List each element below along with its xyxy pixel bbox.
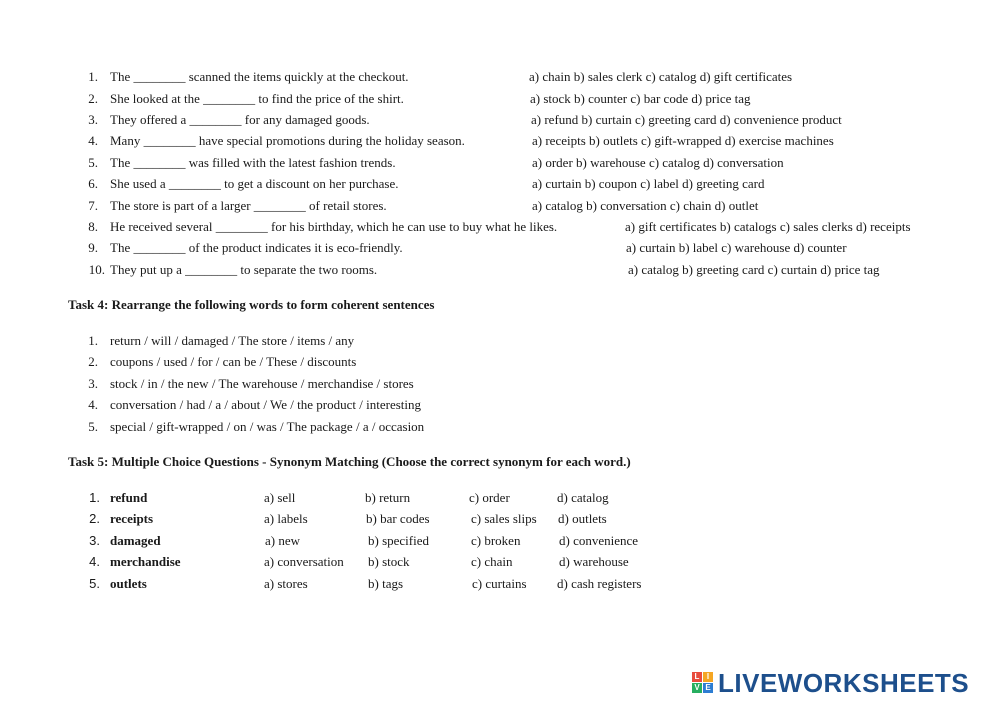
item-number: 4.	[88, 133, 98, 148]
option-c: c) chain	[471, 554, 513, 569]
item-options: a) curtain b) label c) warehouse d) counter	[626, 240, 847, 255]
item-number: 9.	[88, 240, 98, 255]
item-options: a) catalog b) conversation c) chain d) outlet	[532, 198, 759, 213]
task4-heading: Task 4: Rearrange the following words to form coherent sentences	[68, 297, 435, 312]
option-b: b) specified	[368, 533, 430, 548]
option-a: a) new	[265, 533, 301, 548]
logo-tile: E	[703, 683, 713, 693]
item-number: 1.	[88, 333, 98, 348]
item-number: 3.	[88, 112, 98, 127]
item-number: 10.	[88, 262, 105, 277]
option-d: d) outlets	[558, 511, 607, 526]
item-number: 1.	[89, 490, 100, 505]
item-number: 5.	[88, 419, 98, 434]
item-word: refund	[110, 490, 148, 505]
option-c: c) curtains	[472, 576, 527, 591]
item-sentence: The store is part of a larger ________ of retail stores.	[110, 198, 387, 213]
item-number: 6.	[88, 176, 98, 191]
item-number: 3.	[89, 533, 100, 548]
item-text: stock / in / the new / The warehouse / merchandise / stores	[110, 376, 414, 391]
item-number: 8.	[88, 219, 98, 234]
logo-text: LIVEWORKSHEETS	[718, 668, 970, 698]
liveworksheets-logo	[692, 670, 992, 696]
option-c: c) sales slips	[471, 511, 537, 526]
item-number: 2.	[88, 91, 98, 106]
item-text: return / will / damaged / The store / items / any	[110, 333, 355, 348]
item-number: 3.	[88, 376, 98, 391]
item-text: conversation / had / a / about / We / the product / interesting	[110, 397, 421, 412]
liveworksheets-logo-icon	[692, 672, 714, 694]
item-number: 7.	[88, 198, 98, 213]
item-options: a) gift certificates b) catalogs c) sales clerks d) receipts	[625, 219, 911, 234]
item-sentence: They put up a ________ to separate the two rooms.	[110, 262, 378, 277]
option-c: c) broken	[471, 533, 521, 548]
logo-tile: V	[692, 683, 702, 693]
item-options: a) order b) warehouse c) catalog d) conversation	[532, 155, 784, 170]
item-sentence: The ________ scanned the items quickly at the checkout.	[110, 69, 409, 84]
item-sentence: He received several ________ for his birthday, which he can use to buy what he likes.	[110, 219, 558, 234]
item-sentence: The ________ of the product indicates it is eco-friendly.	[110, 240, 403, 255]
item-number: 5.	[89, 576, 100, 591]
item-sentence: Many ________ have special promotions during the holiday season.	[110, 133, 465, 148]
item-number: 5.	[88, 155, 98, 170]
item-options: a) receipts b) outlets c) gift-wrapped d) exercise machines	[532, 133, 834, 148]
option-d: d) cash registers	[557, 576, 642, 591]
option-a: a) labels	[264, 511, 308, 526]
option-d: d) catalog	[557, 490, 609, 505]
item-number: 2.	[88, 354, 98, 369]
item-word: damaged	[110, 533, 161, 548]
item-word: merchandise	[110, 554, 181, 569]
item-word: outlets	[110, 576, 147, 591]
option-b: b) stock	[368, 554, 410, 569]
task5-heading: Task 5: Multiple Choice Questions - Synonym Matching (Choose the correct synonym for each word.)	[68, 454, 631, 469]
item-sentence: She looked at the ________ to find the price of the shirt.	[110, 91, 404, 106]
item-options: a) chain b) sales clerk c) catalog d) gift certificates	[529, 69, 793, 84]
item-number: 1.	[88, 69, 98, 84]
item-sentence: They offered a ________ for any damaged goods.	[110, 112, 370, 127]
item-text: special / gift-wrapped / on / was / The package / a / occasion	[110, 419, 425, 434]
item-number: 4.	[88, 397, 98, 412]
option-b: b) return	[365, 490, 411, 505]
item-text: coupons / used / for / can be / These / discounts	[110, 354, 357, 369]
item-number: 4.	[89, 554, 100, 569]
item-word: receipts	[110, 511, 154, 526]
item-options: a) stock b) counter c) bar code d) price tag	[530, 91, 751, 106]
option-a: a) sell	[264, 490, 296, 505]
item-options: a) refund b) curtain c) greeting card d) convenience product	[531, 112, 842, 127]
option-a: a) conversation	[264, 554, 344, 569]
option-c: c) order	[469, 490, 510, 505]
item-sentence: She used a ________ to get a discount on her purchase.	[110, 176, 399, 191]
option-d: d) convenience	[559, 533, 639, 548]
logo-tile: L	[692, 672, 702, 682]
option-b: b) bar codes	[366, 511, 430, 526]
item-sentence: The ________ was filled with the latest fashion trends.	[110, 155, 396, 170]
item-options: a) catalog b) greeting card c) curtain d) price tag	[628, 262, 880, 277]
option-a: a) stores	[264, 576, 308, 591]
item-number: 2.	[89, 511, 100, 526]
option-b: b) tags	[368, 576, 404, 591]
item-options: a) curtain b) coupon c) label d) greeting card	[532, 176, 765, 191]
option-d: d) warehouse	[559, 554, 629, 569]
logo-tile: I	[703, 672, 713, 682]
